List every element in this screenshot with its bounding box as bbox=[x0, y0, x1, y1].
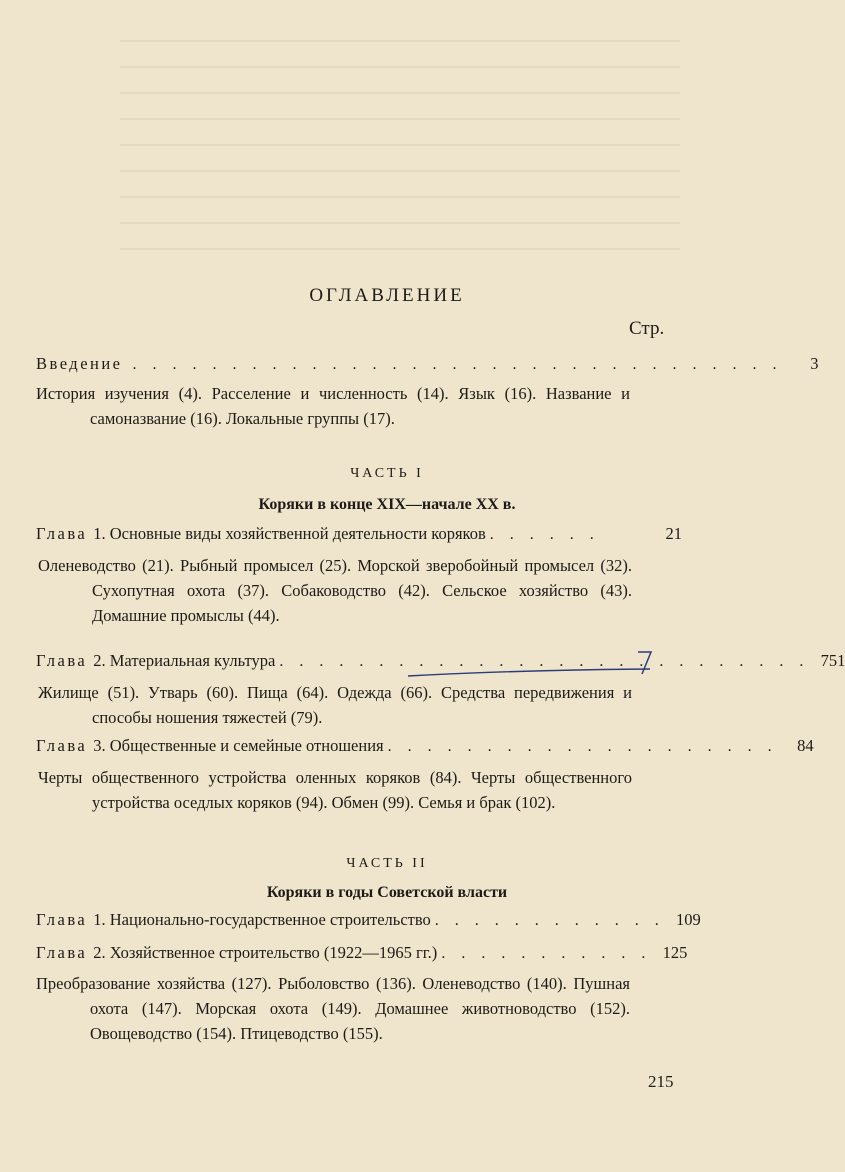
part-title: Коряки в конце XIX—начале XX в. bbox=[258, 496, 516, 513]
toc-entry-chapter[interactable] bbox=[36, 910, 701, 936]
entry-page: 3 bbox=[810, 354, 819, 373]
entry-description: Жилище (51). Утварь (60). Пища (64). Одежда (66). Средства передвижения и способы ношения тяжестей (79). bbox=[38, 683, 632, 727]
chapter-prefix: Глава bbox=[36, 524, 88, 543]
leader-dots: . . . . . . . . . . . . . . . . . . . . . . . . . . . . . . . . . bbox=[132, 356, 783, 373]
toc-entry-chapter[interactable] bbox=[36, 943, 688, 969]
pen-underline-mark bbox=[400, 650, 660, 682]
part-label: ЧАСТЬ II bbox=[346, 856, 428, 871]
chapter-name: 3. Общественные и семейные отношения bbox=[93, 736, 384, 755]
part-title: Коряки в годы Советской власти bbox=[266, 884, 508, 901]
entry-page: 84 bbox=[797, 736, 814, 755]
toc-title: ОГЛАВЛЕНИЕ bbox=[309, 285, 465, 306]
entry-description: Преобразование хозяйства (127). Рыболовство (136). Оленеводство (140). Пушная охота (147). Морская охота (149). Домашнее животноводство (152). Овощеводство (154). Птицеводство (155). bbox=[36, 974, 630, 1043]
toc-entry-chapter[interactable] bbox=[36, 736, 814, 762]
entry-page: 125 bbox=[662, 943, 688, 962]
chapter-name: 2. Хозяйственное строительство (1922—1965 гг.) bbox=[93, 943, 438, 962]
chapter-prefix: Глава bbox=[36, 910, 88, 929]
chapter-name: 2. Материальная культура bbox=[93, 651, 276, 670]
show-through-texture bbox=[120, 40, 680, 260]
leader-dots: . . . . . . . . . . . . bbox=[434, 912, 665, 929]
leader-dots: . . . . . . bbox=[489, 526, 600, 543]
entry-description: История изучения (4). Расселение и численность (14). Язык (16). Название и самоназвание (16). Локальные группы (17). bbox=[36, 384, 630, 428]
entry-label: Введение bbox=[36, 354, 123, 373]
leader-dots: . . . . . . . . . . . . . . . . . . . . . . . . . . . bbox=[279, 653, 810, 670]
entry-page: 21 bbox=[665, 524, 682, 543]
toc-entry-chapter[interactable] bbox=[36, 524, 682, 550]
page-column-header: Стр. bbox=[629, 318, 665, 339]
toc-entry-intro[interactable] bbox=[36, 354, 819, 380]
page-number: 215 bbox=[648, 1072, 674, 1091]
entry-page: 751 bbox=[820, 651, 845, 670]
chapter-prefix: Глава bbox=[36, 651, 88, 670]
entry-description: Черты общественного устройства оленных коряков (84). Черты общественного устройства оседлых коряков (94). Обмен (99). Семья и брак (102). bbox=[38, 768, 632, 812]
leader-dots: . . . . . . . . . . . bbox=[441, 945, 652, 962]
chapter-prefix: Глава bbox=[36, 943, 88, 962]
entry-page: 109 bbox=[676, 910, 701, 929]
part-label: ЧАСТЬ I bbox=[350, 466, 424, 481]
chapter-prefix: Глава bbox=[36, 736, 88, 755]
chapter-name: 1. Основные виды хозяйственной деятельности коряков bbox=[93, 524, 486, 543]
chapter-name: 1. Национально-государственное строительство bbox=[93, 910, 431, 929]
entry-description: Оленеводство (21). Рыбный промысел (25). Морской зверобойный промысел (32). Сухопутная охота (37). Собаководство (42). Сельское хозяйство (43). Домашние промыслы (44). bbox=[38, 556, 632, 625]
leader-dots: . . . . . . . . . . . . . . . . . . . . bbox=[387, 738, 778, 755]
